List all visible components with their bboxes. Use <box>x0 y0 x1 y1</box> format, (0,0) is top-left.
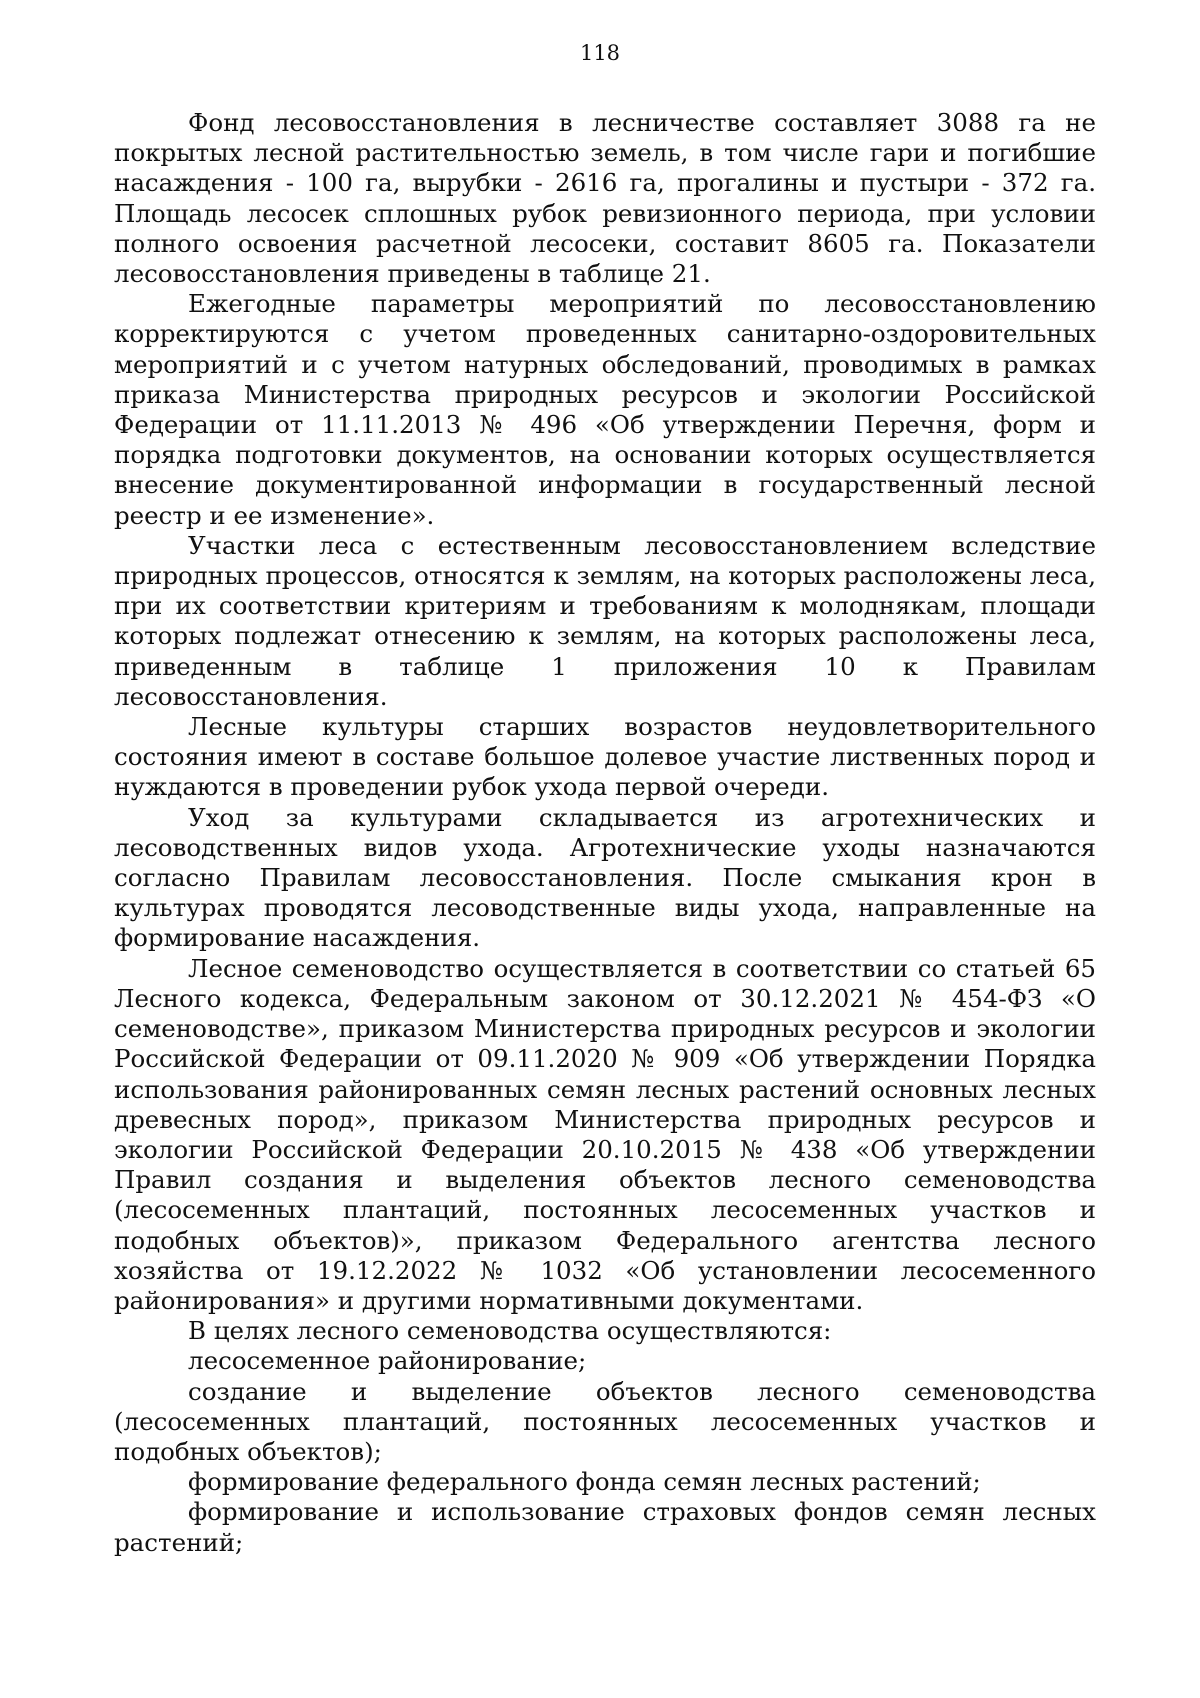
page-number: 118 <box>579 41 621 65</box>
paragraph-seed-production-law: Лесное семеноводство осуществляется в соответствии со статьей 65 Лесного кодекса, Федеральным законом от 30.12.2021 № 454-ФЗ «О семеноводстве», приказом Министерства природных ресурсов и экологии Российской Федерации от 09.11.2020 № 909 «Об утверждении Порядка использования районированных семян лесных растений основных лесных древесных пород», приказом Министерства природных ресурсов и экологии Российской Федерации 20.10.2015 № 438 «Об утверждении Правил создания и выделения объектов лесного семеноводства (лесосеменных плантаций, постоянных лесосеменных участков и подобных объектов)», приказом Федерального агентства лесного хозяйства от 19.12.2022 № 1032 «Об установлении лесосеменного районирования» и другими нормативными документами. <box>114 953 1096 1315</box>
paragraph-older-plantations: Лесные культуры старших возрастов неудовлетворительного состояния имеют в составе большое долевое участие лиственных пород и нуждаются в проведении рубок ухода первой очереди. <box>114 712 1096 802</box>
paragraph-reforestation-fund: Фонд лесовосстановления в лесничестве составляет 3088 га не покрытых лесной растительностью земель, в том числе гари и погибшие насаждения - 100 га, вырубки - 2616 га, прогалины и пустыри - 372 га. Площадь лесосек сплошных рубок ревизионного периода, при условии полного освоения расчетной лесосеки, составит 8605 га. Показатели лесовосстановления приведены в таблице 21. <box>114 108 1096 289</box>
paragraph-plantation-care: Уход за культурами складывается из агротехнических и лесоводственных видов ухода. Агротехнические уходы назначаются согласно Правилам лесовосстановления. После смыкания крон в культурах проводятся лесоводственные виды ухода, направленные на формирование насаждения. <box>114 802 1096 953</box>
document-body <box>114 108 1096 1558</box>
list-item-insurance-seed-funds: формирование и использование страховых фондов семян лесных растений; <box>114 1497 1096 1557</box>
paragraph-seed-production-intro: В целях лесного семеноводства осуществляются: <box>188 1316 832 1346</box>
list-item-federal-seed-fund: формирование федерального фонда семян лесных растений; <box>188 1467 981 1497</box>
list-item-seed-zoning: лесосеменное районирование; <box>188 1346 587 1376</box>
list-item-seed-objects: создание и выделение объектов лесного семеноводства (лесосеменных плантаций, постоянных лесосеменных участков и подобных объектов); <box>114 1376 1096 1466</box>
paragraph-annual-parameters: Ежегодные параметры мероприятий по лесовосстановлению корректируются с учетом проведенных санитарно-оздоровительных мероприятий и с учетом натурных обследований, проводимых в рамках приказа Министерства природных ресурсов и экологии Российской Федерации от 11.11.2013 № 496 «Об утверждении Перечня, форм и порядка подготовки документов, на основании которых осуществляется внесение документированной информации в государственный лесной реестр и ее изменение». <box>114 289 1096 530</box>
paragraph-natural-regeneration: Участки леса с естественным лесовосстановлением вследствие природных процессов, относятся к землям, на которых расположены леса, при их соответствии критериям и требованиям к молоднякам, площади которых подлежат отнесению к землям, на которых расположены леса, приведенным в таблице 1 приложения 10 к Правилам лесовосстановления. <box>114 530 1096 711</box>
